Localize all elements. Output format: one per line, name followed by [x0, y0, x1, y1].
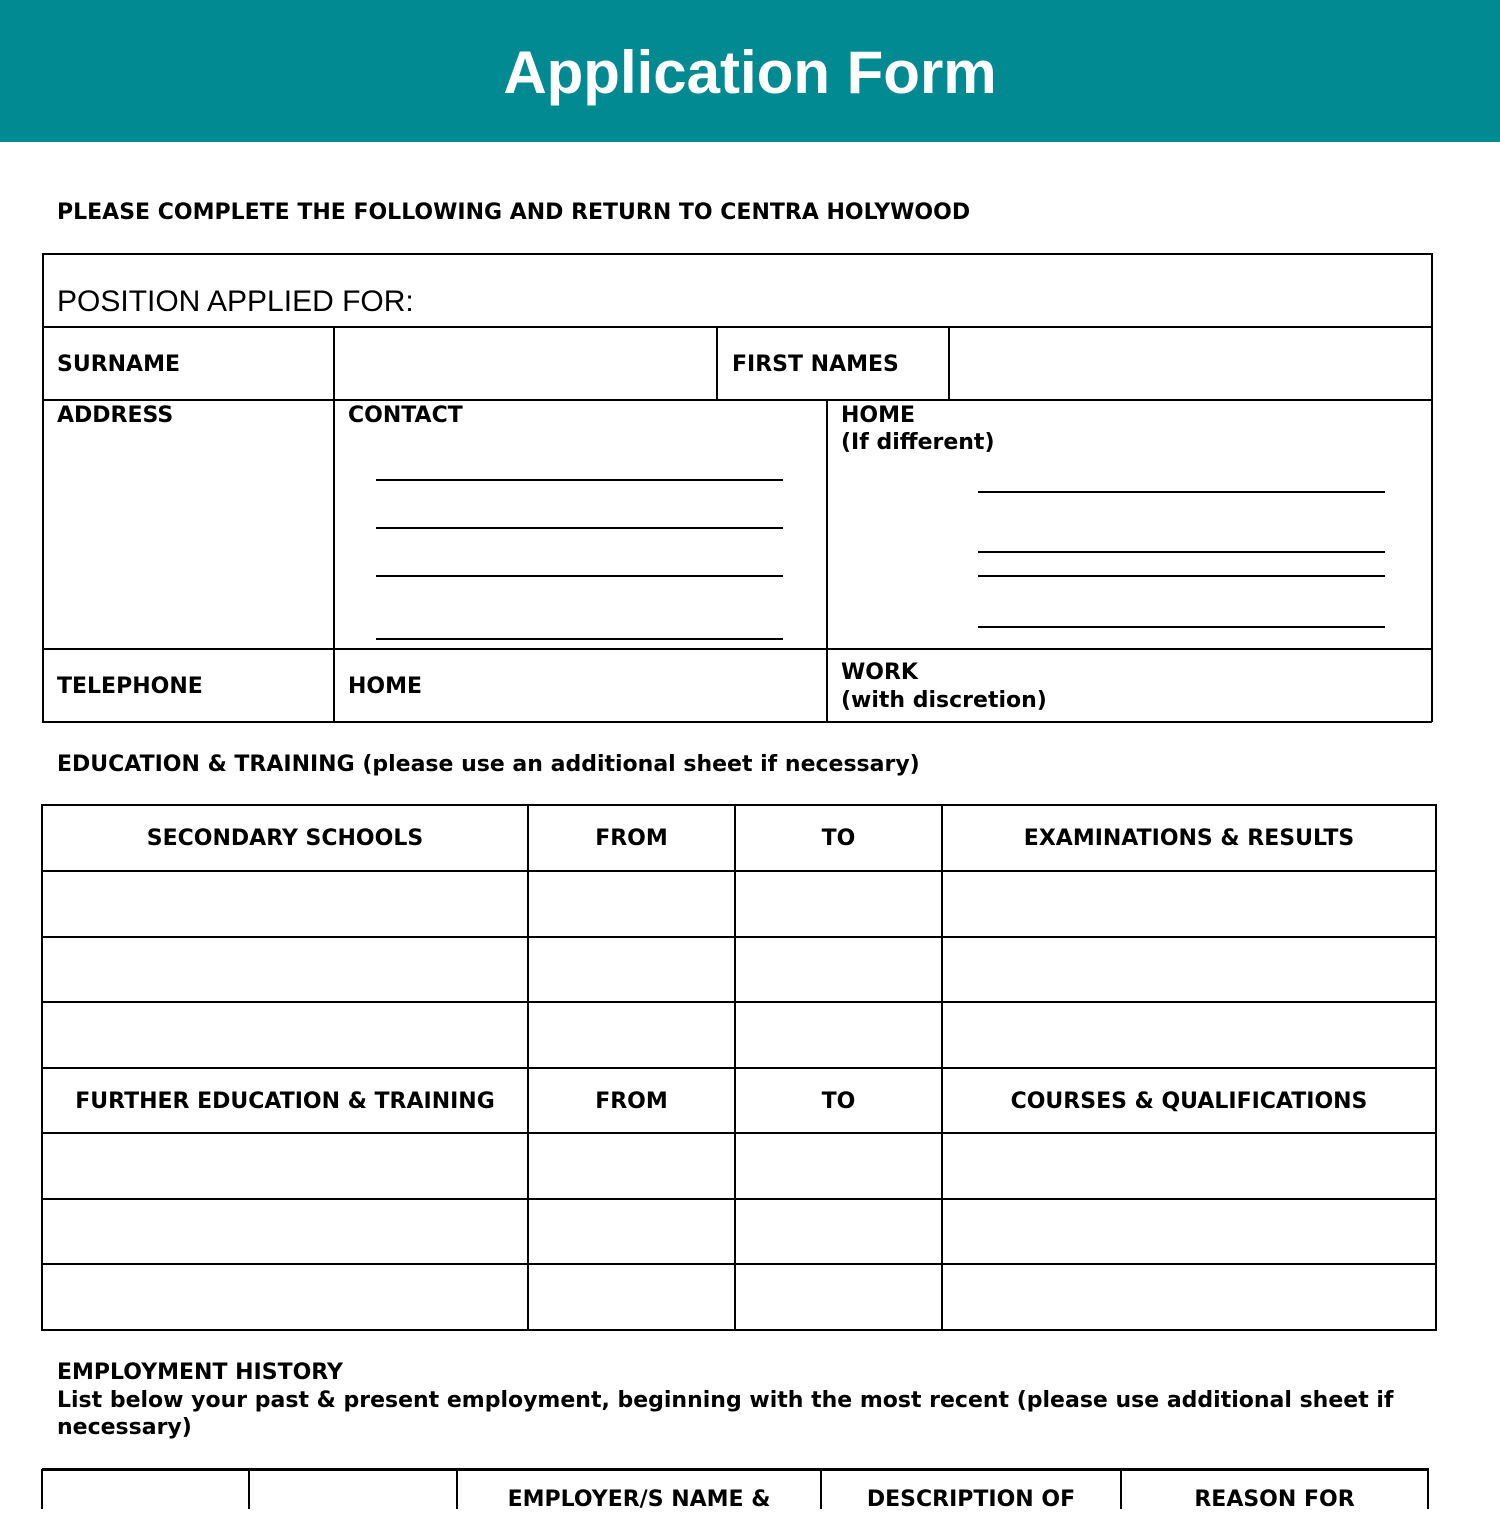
education-cell[interactable]: [44, 1134, 527, 1197]
education-cell[interactable]: [44, 872, 527, 935]
table-rule: [42, 804, 1437, 806]
employment-header-2: EMPLOYER/S NAME &: [507, 1487, 771, 1512]
table-rule: [527, 804, 529, 1331]
education-cell[interactable]: [530, 872, 734, 935]
employment-instruction-line2: necessary): [57, 1415, 192, 1440]
table-rule: [42, 1468, 1429, 1471]
education-cell[interactable]: [737, 1200, 941, 1262]
employment-header-4: REASON FOR: [1194, 1487, 1355, 1512]
further-header-2: TO: [821, 1089, 856, 1114]
telephone-label: TELEPHONE: [57, 674, 203, 699]
first-names-label: FIRST NAMES: [732, 352, 899, 377]
education-cell[interactable]: [737, 872, 941, 935]
employment-header-3: DESCRIPTION OF: [866, 1487, 1076, 1512]
surname-field[interactable]: [336, 329, 714, 398]
work-telephone-label[interactable]: WORK: [841, 660, 918, 685]
table-rule: [734, 804, 736, 1331]
education-cell[interactable]: [530, 1003, 734, 1066]
page-title: Application Form: [503, 39, 997, 106]
education-heading: EDUCATION & TRAINING (please use an additional sheet if necessary): [57, 752, 920, 777]
employment-heading: EMPLOYMENT HISTORY: [57, 1360, 343, 1385]
work-telephone-note: (with discretion): [841, 688, 1047, 713]
education-cell[interactable]: [944, 938, 1435, 1000]
education-cell[interactable]: [530, 938, 734, 1000]
first-names-field[interactable]: [951, 329, 1429, 398]
home-address-note: (If different): [841, 430, 995, 455]
education-cell[interactable]: [44, 1265, 527, 1328]
address-label: ADDRESS: [57, 403, 174, 428]
secondary-header-0: SECONDARY SCHOOLS: [146, 826, 424, 851]
position-applied-field[interactable]: [440, 280, 1420, 320]
further-header-1: FROM: [595, 1089, 668, 1114]
secondary-header-2: TO: [821, 826, 856, 851]
table-rule: [42, 1067, 1437, 1069]
employment-instruction-line1: List below your past & present employment, beginning with the most recent (please use additional sheet if: [57, 1388, 1394, 1413]
education-cell[interactable]: [944, 1134, 1435, 1197]
education-cell[interactable]: [737, 938, 941, 1000]
education-cell[interactable]: [944, 872, 1435, 935]
home-address-label: HOME: [841, 403, 916, 428]
education-cell[interactable]: [737, 1134, 941, 1197]
contact-address-label: CONTACT: [348, 403, 463, 428]
surname-label: SURNAME: [57, 352, 181, 377]
secondary-header-1: FROM: [595, 826, 668, 851]
table-rule: [41, 804, 43, 1331]
education-cell[interactable]: [44, 938, 527, 1000]
contact-address-field[interactable]: [376, 440, 783, 640]
education-cell[interactable]: [944, 1200, 1435, 1262]
table-rule: [248, 1469, 250, 1509]
secondary-header-3: EXAMINATIONS & RESULTS: [1023, 826, 1355, 851]
home-address-field[interactable]: [978, 460, 1385, 628]
instruction-text: PLEASE COMPLETE THE FOLLOWING AND RETURN TO CENTRA HOLYWOOD: [57, 200, 971, 225]
home-telephone-label[interactable]: HOME: [348, 674, 423, 699]
education-cell[interactable]: [530, 1134, 734, 1197]
education-cell[interactable]: [737, 1003, 941, 1066]
education-cell[interactable]: [530, 1265, 734, 1328]
education-cell[interactable]: [737, 1265, 941, 1328]
education-cell[interactable]: [44, 1003, 527, 1066]
table-rule: [42, 1329, 1437, 1331]
position-applied-label: POSITION APPLIED FOR:: [57, 285, 414, 318]
table-rule: [1435, 804, 1437, 1331]
further-header-3: COURSES & QUALIFICATIONS: [1010, 1089, 1368, 1114]
table-rule: [41, 1469, 43, 1509]
education-cell[interactable]: [944, 1003, 1435, 1066]
table-rule: [941, 804, 943, 1331]
further-header-0: FURTHER EDUCATION & TRAINING: [75, 1089, 495, 1114]
education-cell[interactable]: [44, 1200, 527, 1262]
education-cell[interactable]: [530, 1200, 734, 1262]
education-cell[interactable]: [944, 1265, 1435, 1328]
